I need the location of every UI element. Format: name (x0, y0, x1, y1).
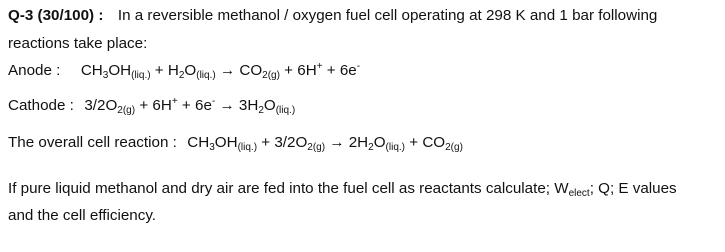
overall-label: The overall cell reaction : (8, 134, 177, 151)
work-subscript: elect (568, 188, 590, 199)
charge-sup: - (356, 61, 361, 72)
cathode-formula-text: + 6e (181, 97, 212, 114)
overall-formula-text: + 3/2O (261, 134, 308, 151)
task-line (8, 179, 721, 199)
question-intro-continuation: reactions take place: (8, 35, 148, 52)
overall-state-sub: 2(g) (445, 142, 463, 153)
reaction-arrow: → (219, 62, 236, 79)
task-continuation-line (8, 206, 721, 226)
anode-formula-text: CH (80, 62, 103, 79)
question-label: Q-3 (30/100) : (8, 7, 104, 24)
anode-formula-sub: 2 (178, 70, 185, 81)
question-intro: In a reversible methanol / oxygen fuel cell operating at 298 K and 1 bar following (117, 7, 658, 24)
overall-formula-sub: 2 (368, 142, 374, 153)
overall-state-sub: (liq.) (385, 142, 405, 153)
anode-formula-text: + H (154, 62, 179, 79)
charge-sup: + (316, 61, 323, 72)
anode-formula-text: + 6e (326, 62, 357, 79)
cathode-state-sub: 2(g) (117, 105, 136, 116)
cathode-label: Cathode : (8, 97, 74, 114)
anode-formula-text: O (184, 62, 197, 79)
charge-sup: - (211, 96, 216, 107)
reaction-arrow: → (329, 134, 345, 151)
overall-equation (8, 133, 721, 153)
anode-equation (8, 61, 721, 81)
overall-formula-sub: 3 (209, 142, 215, 153)
anode-label: Anode : (8, 62, 61, 79)
overall-formula-text: 2H (348, 134, 369, 151)
anode-formula-sub: 3 (102, 70, 109, 81)
overall-formula-text: CH (187, 134, 210, 151)
cathode-formula-text: 3H (238, 97, 259, 114)
anode-state-sub: 2(g) (262, 70, 280, 81)
task-continuation: and the cell efficiency. (8, 207, 157, 224)
charge-sup: + (171, 96, 178, 107)
anode-formula-text: + 6H (284, 62, 317, 79)
overall-formula-text: O (373, 134, 386, 151)
task-text-tail: ; Q; E values (589, 180, 677, 197)
overall-formula-text: + CO (409, 134, 446, 151)
question-header-line (8, 6, 721, 26)
cathode-formula-text: + 6H (139, 97, 172, 114)
reaction-arrow: → (219, 97, 235, 114)
cathode-formula-text: 3/2O (84, 97, 118, 114)
cathode-state-sub: (liq.) (275, 105, 296, 116)
overall-formula-text: OH (214, 134, 238, 151)
cathode-formula-sub: 2 (258, 105, 264, 116)
cathode-formula-text: O (263, 97, 276, 114)
question-intro-continuation-line (8, 34, 721, 54)
task-text: If pure liquid methanol and dry air are fed into the fuel cell as reactants calculate; W (8, 180, 569, 197)
anode-formula-text: OH (108, 62, 132, 79)
cathode-equation (8, 96, 721, 116)
anode-formula-text: CO (239, 62, 263, 79)
overall-state-sub: 2(g) (307, 142, 326, 153)
anode-state-sub: (liq.) (131, 70, 151, 81)
overall-state-sub: (liq.) (237, 142, 258, 153)
anode-state-sub: (liq.) (196, 70, 216, 81)
